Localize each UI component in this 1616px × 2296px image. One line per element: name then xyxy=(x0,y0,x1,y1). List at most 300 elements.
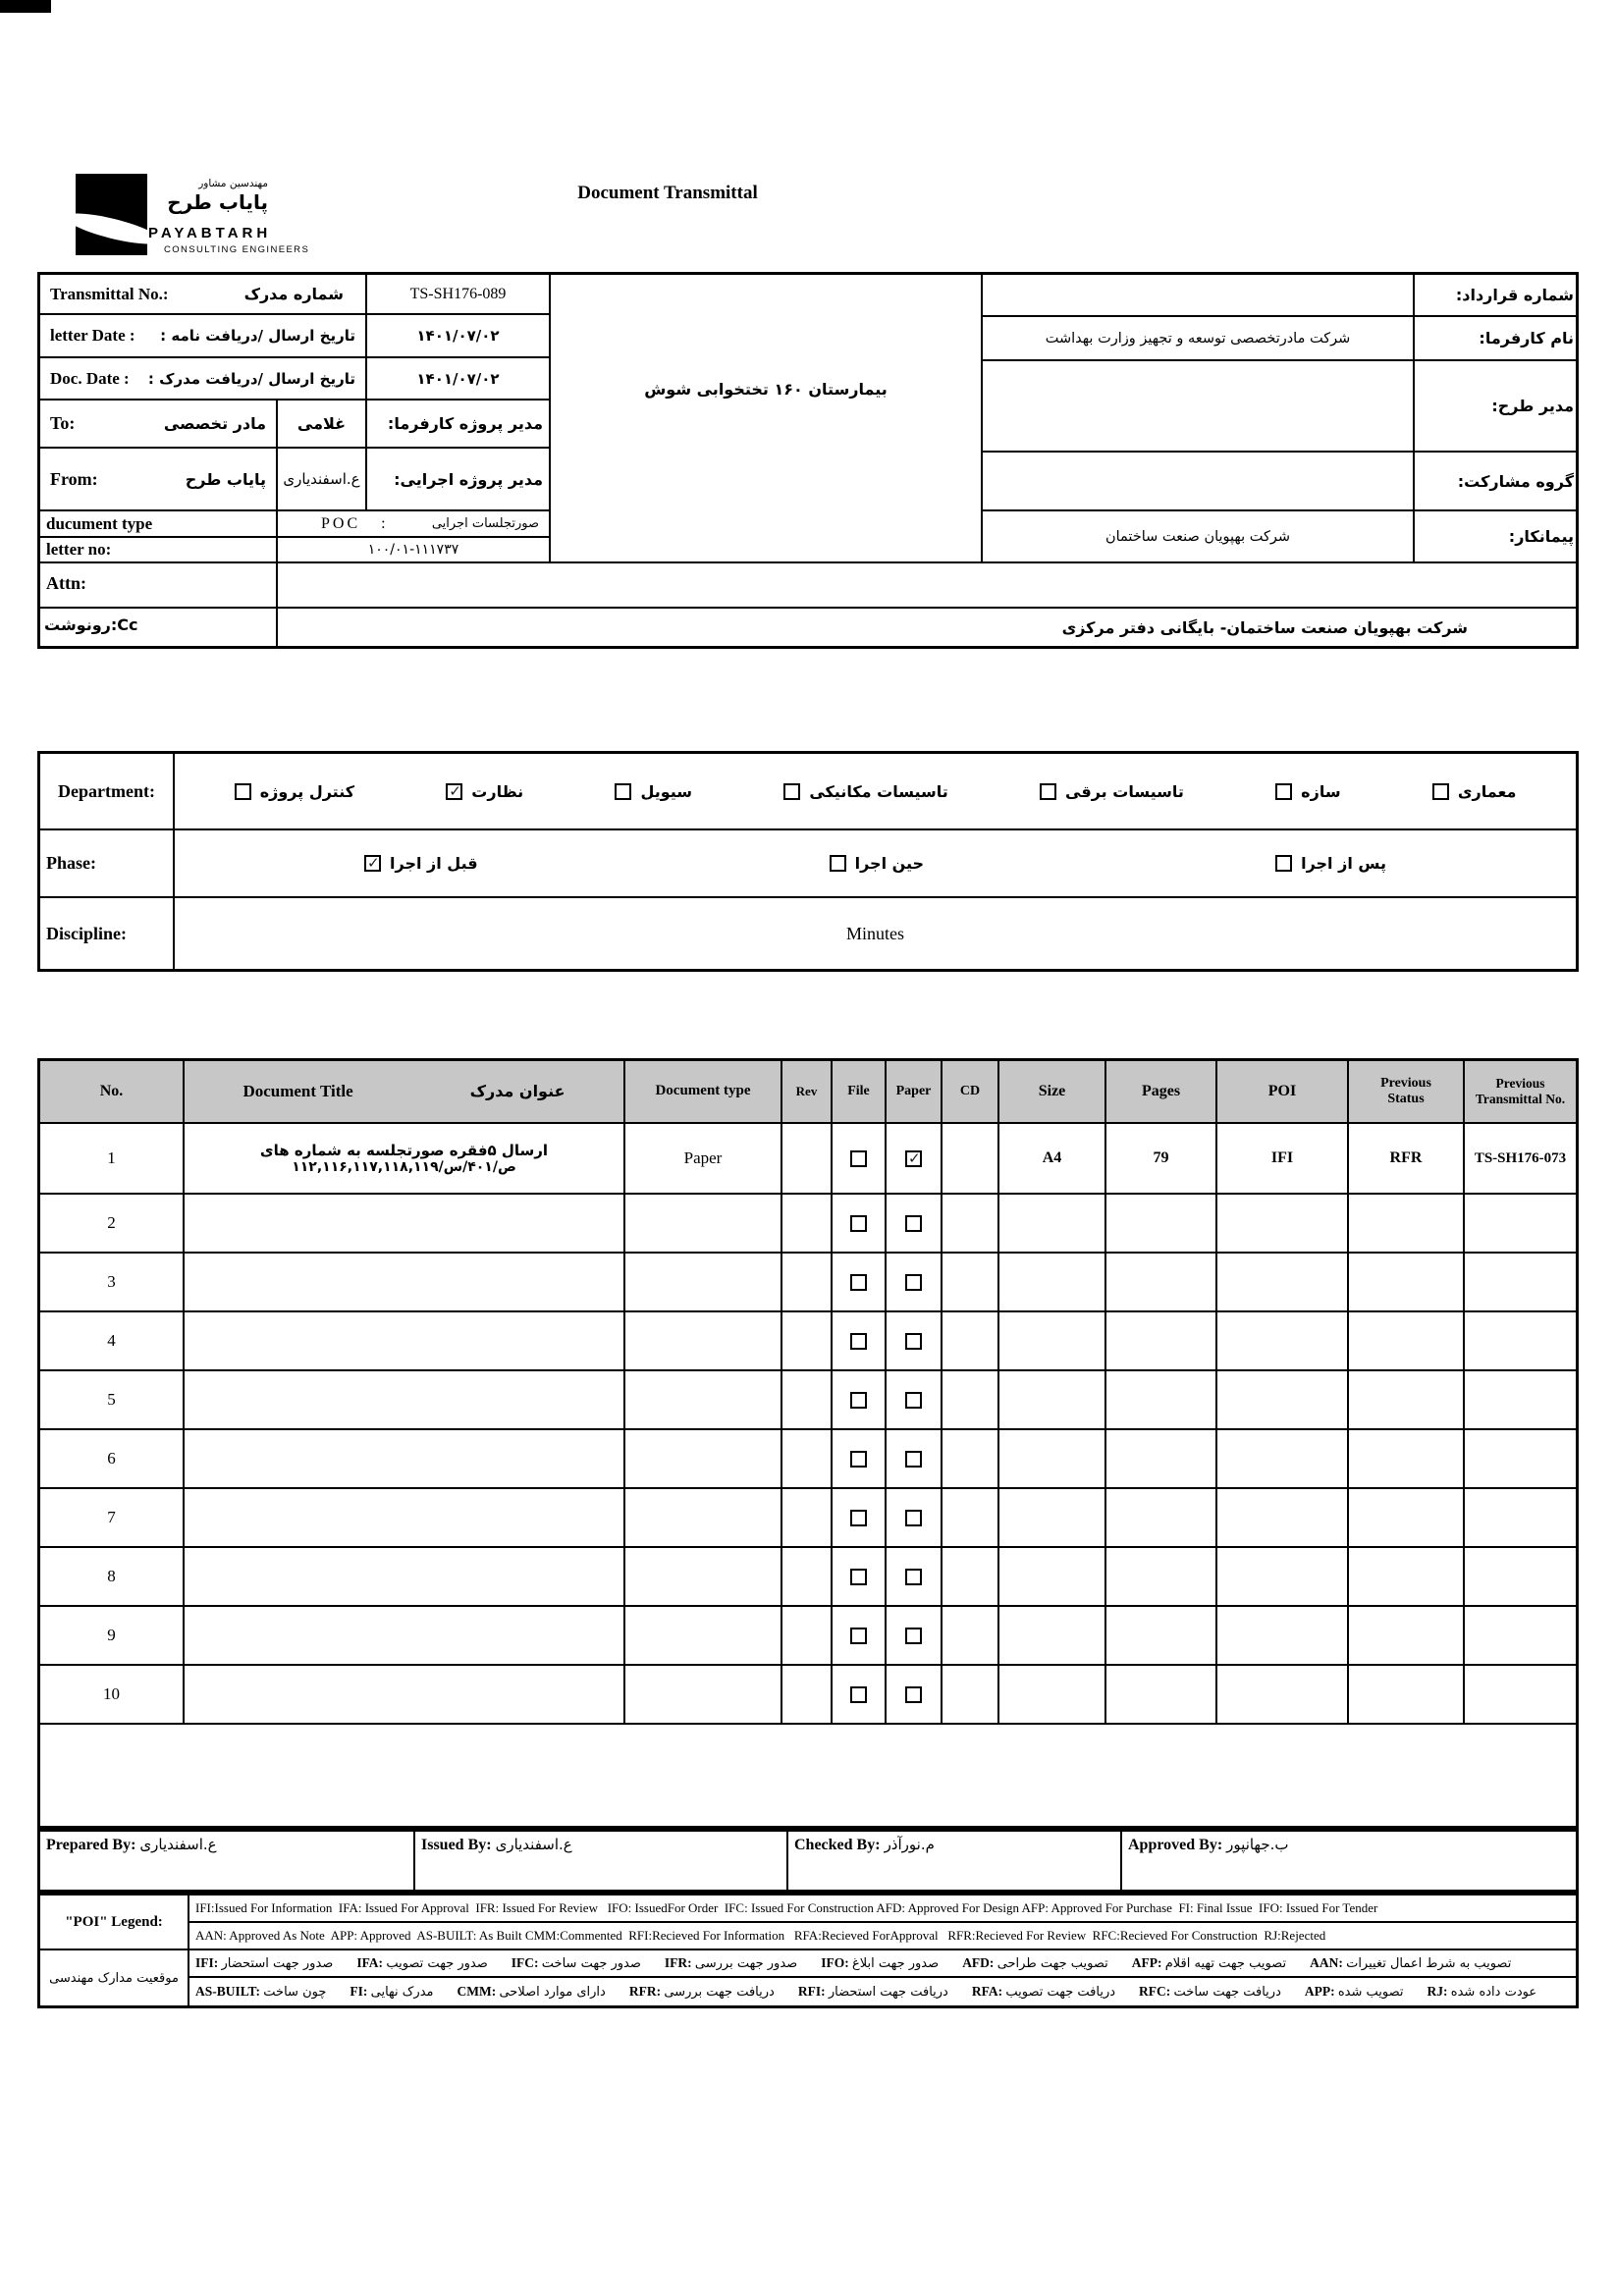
cell-size xyxy=(999,1430,1106,1487)
cell-cd xyxy=(943,1312,999,1369)
cell-size: A4 xyxy=(999,1124,1106,1193)
legend-item: FI: مدرک نهایی xyxy=(350,1984,434,2000)
table-row xyxy=(40,1489,1576,1548)
cell-rev xyxy=(782,1312,833,1369)
phase-checkbox-after[interactable] xyxy=(1275,855,1292,872)
cell-size xyxy=(999,1666,1106,1723)
partnership-label-fa: گروه مشارکت: xyxy=(1457,471,1574,491)
cell-poi xyxy=(1217,1371,1349,1428)
dept-label: سیویل xyxy=(640,781,693,801)
cell-title-line1: ارسال ۵فقره صورتجلسه به شماره های xyxy=(259,1142,549,1159)
logo-mark xyxy=(76,174,147,255)
cell-rev xyxy=(782,1430,833,1487)
cell-file xyxy=(833,1124,887,1193)
transmittal-no-label xyxy=(40,275,367,315)
table-row xyxy=(40,1430,1576,1489)
cell-cd xyxy=(943,1607,999,1664)
legend-item: AFD: تصویب جهت طراحی xyxy=(962,1955,1108,1971)
letter-date-value: ۱۴۰۱/۰۷/۰۲ xyxy=(367,315,551,358)
cell-pages xyxy=(1106,1548,1217,1605)
legend-item: CMM: دارای موارد اصلاحی xyxy=(457,1984,606,2000)
cell-no: 7 xyxy=(40,1489,185,1546)
cell-pages: 79 xyxy=(1106,1124,1217,1193)
table-row xyxy=(40,1312,1576,1371)
cell-doc-type xyxy=(625,1489,782,1546)
discipline-value: Minutes xyxy=(845,923,904,943)
phase-options xyxy=(175,830,1576,898)
legend-item: IFO: صدور جهت ابلاغ xyxy=(821,1955,940,1971)
letter-date-label xyxy=(40,315,367,358)
paper-checkbox[interactable] xyxy=(905,1274,922,1291)
cell-title xyxy=(185,1371,625,1428)
legend-item: IFI: صدور جهت استحضار xyxy=(195,1955,334,1971)
cell-file xyxy=(833,1548,887,1605)
doc-type-value-fa: صورتجلسات اجرایی xyxy=(431,516,539,531)
dept-checkbox-civil[interactable] xyxy=(615,783,631,800)
cell-file xyxy=(833,1254,887,1310)
paper-checkbox[interactable] xyxy=(905,1451,922,1468)
issued-by-value: ع.اسفندیاری xyxy=(495,1836,572,1853)
cc-value-text: شرکت بهپویان صنعت ساختمان- بایگانی دفتر مرکزی xyxy=(1061,617,1468,637)
design-manager-label-fa: مدیر طرح: xyxy=(1491,397,1574,415)
col-title-fa: عنوان مدرک xyxy=(469,1081,566,1100)
cell-cd xyxy=(943,1430,999,1487)
table-row xyxy=(40,1607,1576,1666)
legend-item: RJ: عودت داده شده xyxy=(1427,1984,1537,2000)
legend-item: IFA: صدور جهت تصویب xyxy=(356,1955,488,1971)
doc-type-label-en: ducument type xyxy=(46,514,153,533)
cell-no: 2 xyxy=(40,1195,185,1252)
approved-by-cell xyxy=(1122,1832,1576,1890)
cell-prev-transmittal xyxy=(1465,1195,1576,1252)
cell-cd xyxy=(943,1371,999,1428)
file-checkbox[interactable] xyxy=(850,1392,867,1409)
cell-size xyxy=(999,1548,1106,1605)
paper-checkbox[interactable] xyxy=(905,1215,922,1232)
cell-no: 6 xyxy=(40,1430,185,1487)
table-row xyxy=(40,1548,1576,1607)
cell-paper xyxy=(887,1430,943,1487)
cell-rev xyxy=(782,1371,833,1428)
cell-file xyxy=(833,1489,887,1546)
table-row xyxy=(40,1666,1576,1725)
cell-cd xyxy=(943,1489,999,1546)
cell-prev-transmittal xyxy=(1465,1666,1576,1723)
cell-paper xyxy=(887,1489,943,1546)
poi-legend-label: "POI" Legend: xyxy=(40,1896,189,1950)
from-cell xyxy=(40,449,278,511)
col-prev-transmittal: Previous Transmittal No. xyxy=(1465,1061,1576,1122)
paper-checkbox[interactable] xyxy=(905,1510,922,1526)
cell-pages xyxy=(1106,1371,1217,1428)
header-table xyxy=(37,272,1579,649)
cell-size xyxy=(999,1489,1106,1546)
cell-size xyxy=(999,1607,1106,1664)
cell-cd xyxy=(943,1666,999,1723)
logo-fa-tagline: مهندسین مشاور xyxy=(198,178,268,189)
legend-item: AS-BUILT: چون ساخت xyxy=(195,1984,327,2000)
cell-file xyxy=(833,1371,887,1428)
cell-prev-status xyxy=(1349,1371,1465,1428)
legend-item: RFR: دریافت جهت بررسی xyxy=(628,1984,775,2000)
cc-value xyxy=(278,609,1576,646)
cell-size xyxy=(999,1312,1106,1369)
paper-checkbox[interactable] xyxy=(905,1628,922,1644)
poi-legend xyxy=(37,1893,1579,2008)
doc-type-value: POC : xyxy=(321,514,389,532)
dept-label: تاسیسات مکانیکی xyxy=(809,781,948,801)
cell-pages xyxy=(1106,1666,1217,1723)
col-poi: POI xyxy=(1217,1061,1349,1122)
transmittal-no-label-fa: شماره مدرک xyxy=(243,285,344,303)
dept-label: سازه xyxy=(1301,781,1341,801)
dept-label: تاسیسات برقی xyxy=(1065,781,1184,801)
cell-poi xyxy=(1217,1312,1349,1369)
cell-no: 8 xyxy=(40,1548,185,1605)
discipline-label: Discipline: xyxy=(40,898,175,969)
dept-label: معماری xyxy=(1457,781,1517,801)
contractor-label-fa: پیمانکار: xyxy=(1508,527,1574,546)
cell-title xyxy=(185,1666,625,1723)
cell-prev-status xyxy=(1349,1312,1465,1369)
logo-en-sub: CONSULTING ENGINEERS xyxy=(164,244,310,255)
logo-en-name: PAYABTARH xyxy=(148,225,272,241)
approved-by-label: Approved By: xyxy=(1128,1837,1223,1853)
file-checkbox[interactable] xyxy=(850,1686,867,1703)
dept-checkbox-structure[interactable] xyxy=(1275,783,1292,800)
cc-label-text: رونوشت:Cc xyxy=(44,615,138,634)
logo-swoosh-icon xyxy=(76,207,147,250)
cell-title xyxy=(185,1548,625,1605)
cell-prev-transmittal xyxy=(1465,1548,1576,1605)
file-checkbox[interactable] xyxy=(850,1510,867,1526)
cell-pages xyxy=(1106,1195,1217,1252)
cell-poi xyxy=(1217,1430,1349,1487)
letter-date-label-fa: تاریخ ارسال /دریافت نامه : xyxy=(160,327,355,345)
file-checkbox[interactable] xyxy=(850,1451,867,1468)
document-table xyxy=(37,1058,1579,1829)
checked-by-value: م.نورآذر xyxy=(884,1836,935,1853)
transmittal-no-label-en: Transmittal No.: xyxy=(50,284,169,303)
contract-no-label xyxy=(1415,275,1576,317)
col-paper: Paper xyxy=(887,1061,943,1122)
cell-doc-type xyxy=(625,1254,782,1310)
client-label xyxy=(1415,317,1576,361)
phase-option-before xyxy=(364,854,478,873)
dept-checkbox-architecture[interactable] xyxy=(1432,783,1449,800)
cell-prev-transmittal xyxy=(1465,1371,1576,1428)
cell-prev-transmittal xyxy=(1465,1607,1576,1664)
file-checkbox[interactable] xyxy=(850,1215,867,1232)
cell-title xyxy=(185,1124,625,1193)
legend-item: AAN: تصویب به شرط اعمال تغییرات xyxy=(1310,1955,1512,1971)
cell-prev-status: RFR xyxy=(1349,1124,1465,1193)
cell-paper xyxy=(887,1371,943,1428)
cell-title-line2: ۱۱۲,۱۱۶,۱۱۷,۱۱۸,۱۱۹/ص/۴۰۱/س xyxy=(292,1159,516,1175)
cell-size xyxy=(999,1195,1106,1252)
cell-file xyxy=(833,1430,887,1487)
cell-rev xyxy=(782,1254,833,1310)
legend-item: AFP: تصویب جهت تهیه اقلام xyxy=(1131,1955,1287,1971)
cell-file xyxy=(833,1195,887,1252)
file-checkbox[interactable] xyxy=(850,1333,867,1350)
doc-type-value-cell xyxy=(278,511,551,538)
cell-title xyxy=(185,1312,625,1369)
cell-pages xyxy=(1106,1489,1217,1546)
phase-label-text: قبل از اجرا xyxy=(390,854,478,873)
cell-title xyxy=(185,1607,625,1664)
cell-paper xyxy=(887,1548,943,1605)
cell-doc-type: Paper xyxy=(625,1124,782,1193)
document-table-header xyxy=(40,1061,1576,1124)
col-title xyxy=(185,1061,625,1122)
cell-pages xyxy=(1106,1430,1217,1487)
legend-item: RFC: دریافت جهت ساخت xyxy=(1139,1984,1281,2000)
cell-no: 4 xyxy=(40,1312,185,1369)
cc-label xyxy=(40,609,278,646)
cell-poi xyxy=(1217,1254,1349,1310)
table-row xyxy=(40,1254,1576,1312)
cell-cd xyxy=(943,1254,999,1310)
approved-by-value: ب.جهانپور xyxy=(1226,1836,1289,1853)
doc-status-legend-label: موقعیت مدارک مهندسی xyxy=(40,1950,189,2005)
file-checkbox[interactable] xyxy=(850,1274,867,1291)
cell-prev-transmittal xyxy=(1465,1489,1576,1546)
cell-title xyxy=(185,1430,625,1487)
contract-no-label-fa: شماره قرارداد: xyxy=(1455,286,1574,304)
cell-cd xyxy=(943,1548,999,1605)
design-manager-label xyxy=(1415,361,1576,453)
cell-poi xyxy=(1217,1548,1349,1605)
cell-pages xyxy=(1106,1254,1217,1310)
cell-rev xyxy=(782,1124,833,1193)
phase-label: Phase: xyxy=(40,830,175,898)
cell-rev xyxy=(782,1195,833,1252)
dept-label: کنترل پروژه xyxy=(259,781,355,801)
phase-checkbox-during[interactable] xyxy=(830,855,846,872)
attn-value xyxy=(278,563,1576,609)
cell-doc-type xyxy=(625,1548,782,1605)
cell-cd xyxy=(943,1124,999,1193)
cell-doc-type xyxy=(625,1666,782,1723)
legend-item: APP: تصویب شده xyxy=(1304,1984,1404,2000)
dept-option-project-control xyxy=(235,782,354,801)
dept-checkbox-supervision[interactable] xyxy=(446,783,462,800)
cell-paper xyxy=(887,1254,943,1310)
cell-prev-status xyxy=(1349,1489,1465,1546)
doc-date-value: ۱۴۰۱/۰۷/۰۲ xyxy=(367,358,551,400)
col-cd: CD xyxy=(943,1061,999,1122)
legend-item: IFC: صدور جهت ساخت xyxy=(511,1955,641,1971)
table-row xyxy=(40,1371,1576,1430)
doc-status-legend-fa-line2 xyxy=(189,1978,1576,2005)
logo-fa-name: پایاب طرح xyxy=(167,190,268,214)
cell-poi: IFI xyxy=(1217,1124,1349,1193)
letter-no-label xyxy=(40,538,278,563)
cell-file xyxy=(833,1666,887,1723)
cell-prev-status xyxy=(1349,1607,1465,1664)
cell-title xyxy=(185,1489,625,1546)
cell-paper xyxy=(887,1607,943,1664)
department-options xyxy=(175,754,1576,830)
prepared-by-cell xyxy=(40,1832,415,1890)
cell-cd xyxy=(943,1195,999,1252)
partnership-value xyxy=(983,453,1415,511)
cell-prev-transmittal: TS-SH176-073 xyxy=(1474,1149,1567,1166)
dept-option-architecture xyxy=(1432,782,1517,801)
table-row xyxy=(40,1195,1576,1254)
company-logo xyxy=(76,174,331,262)
checked-by-label: Checked By: xyxy=(794,1837,881,1853)
issued-by-label: Issued By: xyxy=(421,1837,492,1853)
cell-no: 5 xyxy=(40,1371,185,1428)
to-label: To: xyxy=(50,413,76,433)
client-value: شرکت مادرتخصصی توسعه و تجهیز وزارت بهداشت xyxy=(983,317,1415,361)
contractor-label xyxy=(1415,511,1576,563)
col-size: Size xyxy=(999,1061,1106,1122)
doc-date-label-en: Doc. Date : xyxy=(50,368,130,388)
letter-no-value: ۱۰۰/۰۱-۱۱۱۷۳۷ xyxy=(278,538,551,563)
col-pages: Pages xyxy=(1106,1061,1217,1122)
cell-prev-transmittal xyxy=(1465,1254,1576,1310)
cell-paper xyxy=(887,1312,943,1369)
cell-prev-transmittal xyxy=(1465,1430,1576,1487)
cell-doc-type xyxy=(625,1195,782,1252)
cell-pages xyxy=(1106,1312,1217,1369)
table-row xyxy=(40,1124,1576,1195)
letter-no-label-en: letter no: xyxy=(46,540,112,559)
cell-no: 9 xyxy=(40,1607,185,1664)
dept-label: نظارت xyxy=(471,781,524,801)
cell-size xyxy=(999,1371,1106,1428)
cell-no: 1 xyxy=(40,1124,185,1193)
dept-checkbox-mechanical[interactable] xyxy=(783,783,800,800)
col-file: File xyxy=(833,1061,887,1122)
scan-artifact xyxy=(0,0,51,13)
dept-checkbox-electrical[interactable] xyxy=(1040,783,1056,800)
cell-poi xyxy=(1217,1607,1349,1664)
cell-prev-status xyxy=(1349,1195,1465,1252)
cell-rev xyxy=(782,1548,833,1605)
legend-item: RFA: دریافت جهت تصویب xyxy=(971,1984,1116,2000)
legend-item: RFI: دریافت جهت استحضار xyxy=(797,1984,948,2000)
cell-paper xyxy=(887,1666,943,1723)
signature-row xyxy=(37,1829,1579,1893)
prepared-by-label: Prepared By: xyxy=(46,1837,136,1853)
paper-checkbox[interactable] xyxy=(905,1150,922,1167)
from-person: ع.اسفندیاری xyxy=(278,449,367,511)
cell-poi xyxy=(1217,1666,1349,1723)
to-person: غلامی xyxy=(278,400,367,449)
phase-checkbox-before[interactable] xyxy=(364,855,381,872)
cell-file xyxy=(833,1312,887,1369)
cell-title xyxy=(185,1254,625,1310)
from-role: مدیر پروژه اجرایی: xyxy=(367,449,551,511)
phase-label-text: پس از اجرا xyxy=(1301,854,1386,873)
cell-rev xyxy=(782,1666,833,1723)
doc-type-label xyxy=(40,511,278,538)
project-name: بیمارستان ۱۶۰ تختخوابی شوش xyxy=(644,379,888,399)
cell-size xyxy=(999,1254,1106,1310)
phase-option-after xyxy=(1275,854,1386,873)
poi-legend-en-line1: IFI:Issued For Information IFA: Issued For Approval IFR: Issued For Review IFO: IssuedFor Order IFC: Issued For Construction AFD: Approved For Design AFP: Approved For Purchase FI: Final Issue IFO: Issued For Tender xyxy=(189,1896,1576,1923)
doc-status-legend-fa-line1 xyxy=(189,1950,1576,1978)
partnership-label xyxy=(1415,453,1576,511)
cell-no: 3 xyxy=(40,1254,185,1310)
cell-prev-transmittal xyxy=(1465,1312,1576,1369)
client-label-fa: نام کارفرما: xyxy=(1479,329,1574,347)
from-label: From: xyxy=(50,468,98,489)
doc-date-label xyxy=(40,358,367,400)
paper-checkbox[interactable] xyxy=(905,1333,922,1350)
paper-checkbox[interactable] xyxy=(905,1392,922,1409)
cell-no: 10 xyxy=(40,1666,185,1723)
design-manager-value xyxy=(983,361,1415,453)
col-no: No. xyxy=(40,1061,185,1122)
page-title: Document Transmittal xyxy=(577,183,758,203)
cell-doc-type xyxy=(625,1607,782,1664)
dept-option-civil xyxy=(615,782,692,801)
col-prev-status: Previous Status xyxy=(1349,1061,1465,1122)
to-role: مدیر پروژه کارفرما: xyxy=(367,400,551,449)
dept-checkbox-project-control[interactable] xyxy=(235,783,251,800)
phase-option-during xyxy=(830,854,924,873)
transmittal-no-value: TS-SH176-089 xyxy=(367,275,551,315)
prepared-by-value: ع.اسفندیاری xyxy=(139,1836,217,1853)
cell-rev xyxy=(782,1489,833,1546)
issued-by-cell xyxy=(415,1832,788,1890)
attn-label xyxy=(40,563,278,609)
poi-legend-en-line2: AAN: Approved As Note APP: Approved AS-BUILT: As Built CMM:Commented RFI:Recieved For Information RFA:Recieved ForApproval RFR:Recieved For Review RFC:Recieved For Construction RJ:Rejected xyxy=(189,1923,1576,1950)
cell-title xyxy=(185,1195,625,1252)
cell-prev-status xyxy=(1349,1430,1465,1487)
cell-doc-type xyxy=(625,1430,782,1487)
col-doc-type: Document type xyxy=(625,1061,782,1122)
checked-by-cell xyxy=(788,1832,1122,1890)
paper-checkbox[interactable] xyxy=(905,1569,922,1585)
letter-date-label-en: letter Date : xyxy=(50,326,135,345)
cell-prev-status xyxy=(1349,1666,1465,1723)
paper-checkbox[interactable] xyxy=(905,1686,922,1703)
col-title-en: Document Title xyxy=(242,1082,353,1101)
cell-file xyxy=(833,1607,887,1664)
cell-doc-type xyxy=(625,1371,782,1428)
legend-item: IFR: صدور جهت بررسی xyxy=(664,1955,798,1971)
dept-option-supervision xyxy=(446,782,523,801)
cell-poi xyxy=(1217,1489,1349,1546)
cell-prev-status xyxy=(1349,1548,1465,1605)
file-checkbox[interactable] xyxy=(850,1628,867,1644)
cell-paper xyxy=(887,1195,943,1252)
cell-doc-type xyxy=(625,1312,782,1369)
to-value: مادر تخصصی xyxy=(163,414,266,433)
from-value: پایاب طرح xyxy=(185,469,266,489)
project-name-cell xyxy=(551,275,983,563)
contract-no-value xyxy=(983,275,1415,317)
attn-label-en: Attn: xyxy=(46,573,86,593)
file-checkbox[interactable] xyxy=(850,1569,867,1585)
doc-date-label-fa: تاریخ ارسال /دریافت مدرک : xyxy=(147,369,355,388)
cell-paper xyxy=(887,1124,943,1193)
dept-option-electrical xyxy=(1040,782,1184,801)
file-checkbox[interactable] xyxy=(850,1150,867,1167)
cell-poi xyxy=(1217,1195,1349,1252)
col-rev: Rev xyxy=(782,1061,833,1122)
cell-prev-status xyxy=(1349,1254,1465,1310)
department-label: Department: xyxy=(40,754,175,830)
dept-option-mechanical xyxy=(783,782,947,801)
contractor-value: شرکت بهپویان صنعت ساختمان xyxy=(983,511,1415,563)
